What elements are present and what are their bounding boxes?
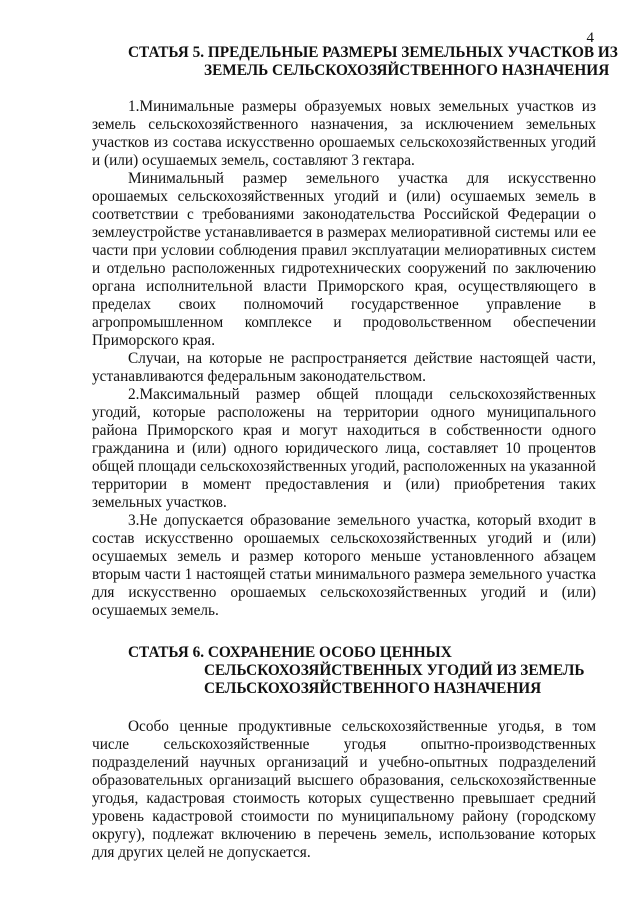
article-5-paragraph-3: Случаи, на которые не распространяется действие настоящей части, устанавливаются федеральным законодательством. (92, 350, 596, 385)
page-number: 4 (586, 30, 594, 46)
article-6-heading (92, 644, 596, 698)
article-5-paragraph-4: 2.Максимальный размер общей площади сельскохозяйственных угодий, которые расположены на территории одного муниципального района Приморского края и могут находиться в собственности одного гражданина и (или) одного юридического лица, составляет 10 процентов общей площади сельскохозяйственных угодий, расположенных на указанной территории в момент предоставления и (или) приобретения таких земельных участков. (92, 386, 596, 511)
article-5-paragraph-1: 1.Минимальные размеры образуемых новых земельных участков из земель сельскохозяйственного назначения, за исключением земельных участков из состава искусственно орошаемых сельскохозяйственных угодий и (или) осушаемых земель, составляют 3 гектара. (92, 98, 596, 169)
article-6-heading-line-1: СТАТЬЯ 6. СОХРАНЕНИЕ ОСОБО ЦЕННЫХ (128, 644, 452, 661)
article-5-heading (92, 44, 618, 80)
article-5-paragraph-5: 3.Не допускается образование земельного участка, который входит в состав искусственно орошаемых сельскохозяйственных угодий и (или) осушаемых земель и размер которого меньше установленного абзацем вторым части 1 настоящей статьи минимального размера земельного участка для искусственно орошаемых сельскохозяйственных угодий и (или) осушаемых земель. (92, 512, 596, 619)
article-6-heading-line-2: СЕЛЬСКОХОЗЯЙСТВЕННЫХ УГОДИЙ ИЗ ЗЕМЕЛЬ (204, 662, 585, 679)
article-5-paragraph-2: Минимальный размер земельного участка для искусственно орошаемых сельскохозяйственных угодий и (или) осушаемых земель в соответствии с требованиями законодательства Российской Федерации о землеустройстве устанавливается в размерах мелиоративной системы или ее части при условии соблюдения правил эксплуатации мелиоративных систем и отдельно расположенных гидротехнических сооружений по заключению органа исполнительной власти Приморского края, осуществляющего в пределах своих полномочий государственное управление в агропромышленном комплексе и продовольственном обеспечении Приморского края. (92, 170, 596, 349)
article-5-heading-line-1: СТАТЬЯ 5. ПРЕДЕЛЬНЫЕ РАЗМЕРЫ ЗЕМЕЛЬНЫХ УЧАСТКОВ ИЗ (128, 44, 618, 61)
article-6-paragraph-1: Особо ценные продуктивные сельскохозяйственные угодья, в том числе сельскохозяйственные угодья опытно-производственных подразделений научных организаций и учебно-опытных подразделений образовательных организаций высшего образования, сельскохозяйственные угодья, кадастровая стоимость которых существенно превышает средний уровень кадастровой стоимости по муниципальному району (городскому округу), подлежат включению в перечень земель, использование которых для других целей не допускается. (92, 718, 596, 861)
document-body (92, 44, 618, 862)
article-6-heading-line-3: СЕЛЬСКОХОЗЯЙСТВЕННОГО НАЗНАЧЕНИЯ (204, 680, 542, 697)
article-5-heading-line-2: ЗЕМЕЛЬ СЕЛЬСКОХОЗЯЙСТВЕННОГО НАЗНАЧЕНИЯ (204, 62, 610, 79)
